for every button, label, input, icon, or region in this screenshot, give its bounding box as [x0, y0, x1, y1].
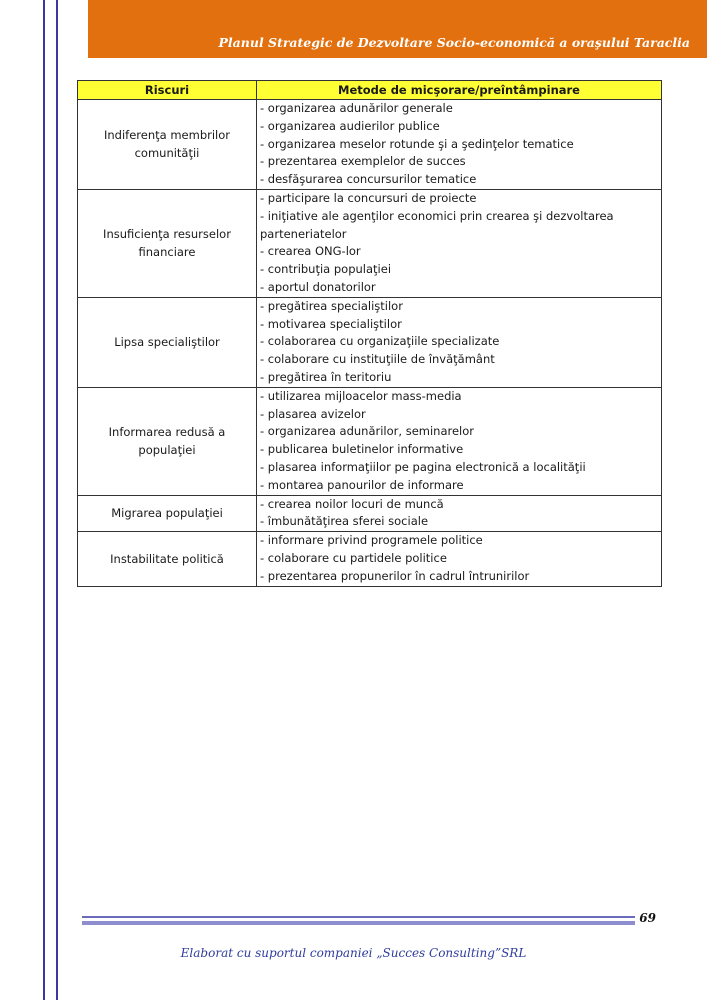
- methods-cell: [257, 297, 662, 387]
- method-item: - desfăşurarea concursurilor tematice: [260, 172, 477, 187]
- method-item: - crearea noilor locuri de muncă: [260, 496, 444, 511]
- table-row: [78, 387, 662, 495]
- methods-cell: [257, 387, 662, 495]
- method-item: - pregătirea specialiştilor: [260, 298, 403, 313]
- table-row: [78, 100, 662, 190]
- method-item: - utilizarea mijloacelor mass-media: [260, 388, 462, 403]
- margin-line-inner: [56, 0, 58, 1000]
- method-item: - organizarea meselor rotunde şi a şedinţelor tematice: [260, 136, 574, 151]
- method-item: - iniţiative ale agenţilor economici prin crearea şi dezvoltarea: [260, 208, 614, 223]
- method-item: parteneriatelor: [260, 226, 347, 241]
- margin-line-outer: [43, 0, 45, 1000]
- method-item: - colaborare cu partidele politice: [260, 550, 447, 565]
- table-row: [78, 297, 662, 387]
- method-item: - organizarea adunărilor, seminarelor: [260, 424, 475, 439]
- header-band: [88, 0, 707, 58]
- method-item: - montarea panourilor de informare: [260, 477, 464, 492]
- methods-cell: [257, 189, 662, 297]
- risk-cell: Insuficienţa resurselor financiare: [78, 189, 257, 297]
- table-row: [78, 189, 662, 297]
- methods-column-header: Metode de micşorare/preîntâmpinare: [257, 81, 662, 100]
- method-item: - pregătirea în teritoriu: [260, 369, 392, 384]
- risk-table-body: [78, 100, 662, 587]
- risk-cell: Informarea redusă a populaţiei: [78, 387, 257, 495]
- method-item: - prezentarea exemplelor de succes: [260, 154, 466, 169]
- table-header-row: [78, 81, 662, 100]
- risk-table: [77, 80, 662, 587]
- method-item: - îmbunătăţirea sferei sociale: [260, 514, 429, 529]
- table-row: [78, 495, 662, 532]
- methods-cell: [257, 532, 662, 586]
- footer-rule-thin: [82, 916, 635, 918]
- method-item: - publicarea buletinelor informative: [260, 442, 464, 457]
- method-item: - aportul donatorilor: [260, 279, 376, 294]
- method-item: - organizarea audierilor publice: [260, 118, 440, 133]
- risk-cell: Lipsa specialiştilor: [78, 297, 257, 387]
- method-item: - contribuţia populaţiei: [260, 262, 392, 277]
- risk-cell: Instabilitate politică: [78, 532, 257, 586]
- method-item: - organizarea adunărilor generale: [260, 101, 453, 115]
- footer-rule-thick: [82, 921, 635, 925]
- method-item: - colaborarea cu organizaţiile specializate: [260, 334, 500, 349]
- method-item: - motivarea specialiştilor: [260, 316, 402, 331]
- risk-cell: Indiferenţa membrilor comunităţii: [78, 100, 257, 190]
- method-item: - plasarea informaţiilor pe pagina electronică a localităţii: [260, 459, 586, 474]
- method-item: - informare privind programele politice: [260, 533, 483, 548]
- header-title: Planul Strategic de Dezvoltare Socio-economică a oraşului Taraclia: [218, 35, 690, 50]
- footer-credit: Elaborat cu suportul companiei „Succes Consulting”SRL: [180, 946, 527, 960]
- method-item: - crearea ONG-lor: [260, 244, 361, 259]
- table-row: [78, 532, 662, 586]
- risk-cell: Migrarea populaţiei: [78, 495, 257, 532]
- method-item: - plasarea avizelor: [260, 406, 366, 421]
- method-item: - participare la concursuri de proiecte: [260, 190, 477, 205]
- methods-cell: [257, 495, 662, 532]
- page-number: 69: [639, 911, 656, 925]
- risk-column-header: Riscuri: [78, 81, 257, 100]
- methods-cell: [257, 100, 662, 190]
- method-item: - colaborare cu instituţiile de învăţământ: [260, 352, 495, 367]
- method-item: - prezentarea propunerilor în cadrul întrunirilor: [260, 568, 530, 583]
